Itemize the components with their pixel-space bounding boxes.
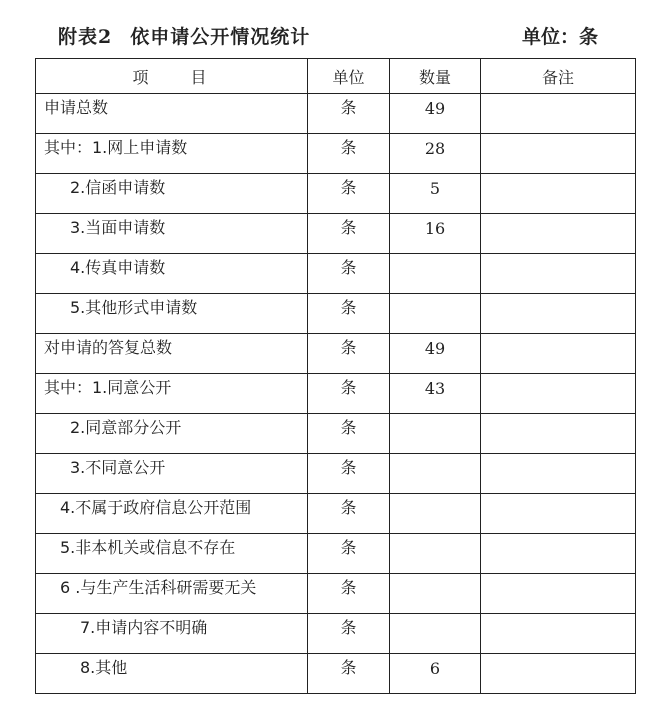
- row-quantity: 43: [390, 374, 481, 414]
- table-header-row: [36, 59, 636, 94]
- row-unit: 条: [308, 454, 390, 494]
- column-header-note: 备注: [481, 59, 636, 94]
- row-note: [481, 614, 636, 654]
- row-unit: 条: [308, 574, 390, 614]
- table-title: 依申请公开情况统计: [130, 26, 311, 48]
- row-note: [481, 94, 636, 134]
- unit-label: 单位：条: [522, 26, 599, 48]
- table-row: [36, 414, 636, 454]
- row-unit: 条: [308, 414, 390, 454]
- table-row: [36, 454, 636, 494]
- row-note: [481, 174, 636, 214]
- statistics-table: [35, 58, 636, 694]
- row-note: [481, 494, 636, 534]
- row-quantity: [390, 414, 481, 454]
- table-row: [36, 534, 636, 574]
- table-row: [36, 254, 636, 294]
- table-row: [36, 494, 636, 534]
- row-item-label: 5.其他形式申请数: [36, 294, 308, 334]
- row-note: [481, 374, 636, 414]
- row-item-label: 2.同意部分公开: [36, 414, 308, 454]
- row-unit: 条: [308, 174, 390, 214]
- row-unit: 条: [308, 494, 390, 534]
- table-row: [36, 174, 636, 214]
- row-item-label: 2.信函申请数: [36, 174, 308, 214]
- row-note: [481, 214, 636, 254]
- table-row: [36, 654, 636, 694]
- table-number: 附表2: [58, 26, 113, 48]
- column-header-qty: 数量: [390, 59, 481, 94]
- row-note: [481, 574, 636, 614]
- row-note: [481, 454, 636, 494]
- row-item-label: 8.其他: [36, 654, 308, 694]
- row-quantity: [390, 454, 481, 494]
- row-unit: 条: [308, 534, 390, 574]
- row-unit: 条: [308, 94, 390, 134]
- table-row: [36, 574, 636, 614]
- column-header-item: 项 目: [36, 59, 308, 94]
- row-item-label: 4.不属于政府信息公开范围: [36, 494, 308, 534]
- row-note: [481, 254, 636, 294]
- row-note: [481, 414, 636, 454]
- page-title: [58, 22, 310, 49]
- row-unit: 条: [308, 654, 390, 694]
- row-unit: 条: [308, 134, 390, 174]
- row-quantity: 6: [390, 654, 481, 694]
- row-item-label: 3.当面申请数: [36, 214, 308, 254]
- row-unit: 条: [308, 614, 390, 654]
- row-quantity: 16: [390, 214, 481, 254]
- row-quantity: [390, 614, 481, 654]
- row-item-label: 其中：1.同意公开: [36, 374, 308, 414]
- table-row: [36, 214, 636, 254]
- row-unit: 条: [308, 254, 390, 294]
- row-quantity: [390, 534, 481, 574]
- table-row: [36, 334, 636, 374]
- row-unit: 条: [308, 374, 390, 414]
- row-unit: 条: [308, 294, 390, 334]
- row-quantity: [390, 574, 481, 614]
- row-quantity: [390, 494, 481, 534]
- table-row: [36, 614, 636, 654]
- table-row: [36, 374, 636, 414]
- row-item-label: 7.申请内容不明确: [36, 614, 308, 654]
- table-row: [36, 134, 636, 174]
- row-item-label: 申请总数: [36, 94, 308, 134]
- row-item-label: 对申请的答复总数: [36, 334, 308, 374]
- table-row: [36, 294, 636, 334]
- row-note: [481, 134, 636, 174]
- row-quantity: 49: [390, 94, 481, 134]
- row-unit: 条: [308, 334, 390, 374]
- row-quantity: [390, 254, 481, 294]
- row-item-label: 3.不同意公开: [36, 454, 308, 494]
- row-note: [481, 294, 636, 334]
- row-item-label: 4.传真申请数: [36, 254, 308, 294]
- row-item-label: 6 .与生产生活科研需要无关: [36, 574, 308, 614]
- row-item-label: 其中：1.网上申请数: [36, 134, 308, 174]
- row-quantity: 49: [390, 334, 481, 374]
- table-row: [36, 94, 636, 134]
- row-item-label: 5.非本机关或信息不存在: [36, 534, 308, 574]
- row-note: [481, 534, 636, 574]
- row-unit: 条: [308, 214, 390, 254]
- row-quantity: [390, 294, 481, 334]
- row-note: [481, 654, 636, 694]
- row-note: [481, 334, 636, 374]
- row-quantity: 5: [390, 174, 481, 214]
- column-header-unit: 单位: [308, 59, 390, 94]
- row-quantity: 28: [390, 134, 481, 174]
